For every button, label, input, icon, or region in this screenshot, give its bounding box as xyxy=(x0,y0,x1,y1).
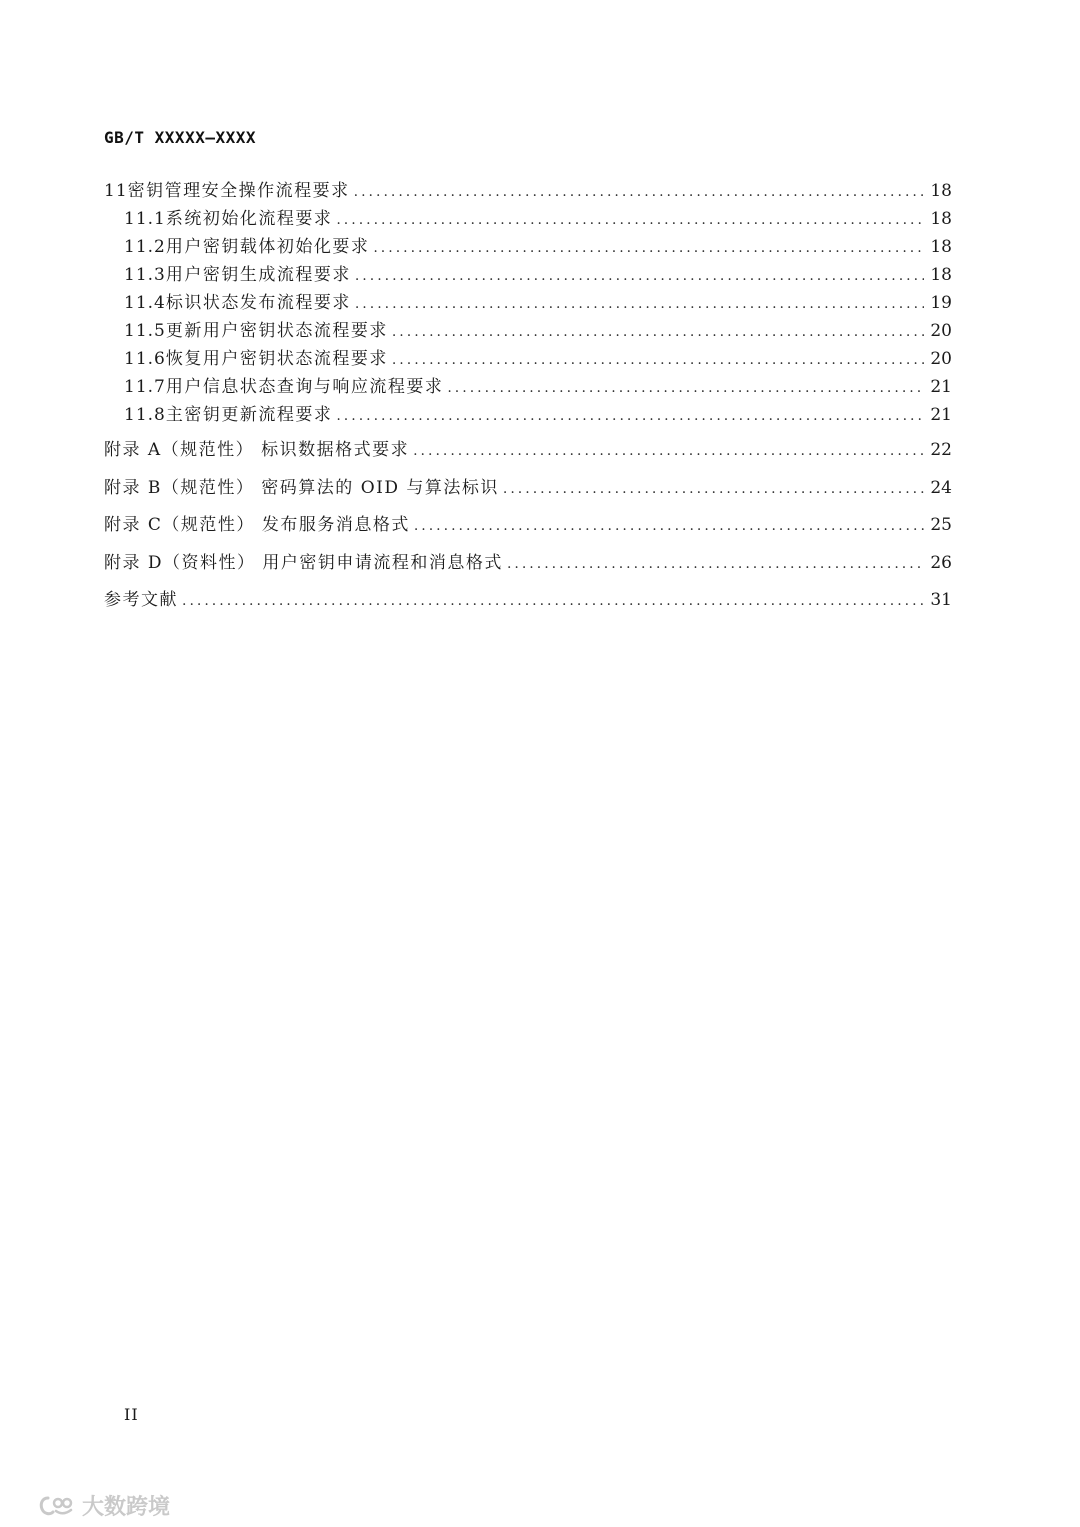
toc-entry-title: 用户信息状态查询与响应流程要求 xyxy=(165,377,444,397)
toc-entry-page: 20 xyxy=(930,321,952,341)
toc-bibliography-entry[interactable] xyxy=(104,582,952,620)
toc-entry-page: 24 xyxy=(930,477,952,498)
toc-entry-page: 18 xyxy=(930,209,952,229)
toc-entry-page: 31 xyxy=(930,590,952,610)
toc-entry-page: 25 xyxy=(930,515,952,535)
toc-entry[interactable] xyxy=(104,206,952,234)
toc-dot-leader xyxy=(413,433,924,470)
table-of-contents xyxy=(104,178,952,620)
toc-entry[interactable] xyxy=(104,178,952,206)
toc-entry-page: 19 xyxy=(930,293,952,313)
toc-entry-number: 11.8 xyxy=(124,405,166,425)
toc-entry-number: 11.3 xyxy=(124,265,166,285)
toc-entry-number: 11.4 xyxy=(124,293,166,313)
toc-appendix-entry[interactable] xyxy=(104,470,952,508)
toc-entry-title: 参考文献 xyxy=(104,590,178,610)
toc-dot-leader xyxy=(414,508,924,545)
toc-dot-leader xyxy=(447,375,924,402)
toc-entry-title: 恢复用户密钥状态流程要求 xyxy=(165,349,388,369)
toc-dot-leader xyxy=(392,347,924,374)
toc-appendix-entry[interactable] xyxy=(104,545,952,583)
toc-entry-page: 18 xyxy=(930,237,952,257)
page-number: II xyxy=(124,1405,139,1424)
watermark-text: 大数跨境 xyxy=(82,1495,171,1520)
toc-appendix-entry[interactable] xyxy=(104,432,952,470)
toc-entry-page: 26 xyxy=(930,552,952,573)
toc-appendix-entry[interactable] xyxy=(104,507,952,545)
toc-entry-title: 附录 D（资料性） 用户密钥申请流程和消息格式 xyxy=(104,552,503,573)
watermark-logo-icon xyxy=(38,1494,76,1518)
toc-dot-leader xyxy=(355,263,924,290)
toc-entry[interactable] xyxy=(104,234,952,262)
toc-entry-number: 11.7 xyxy=(124,377,166,397)
toc-entry-page: 22 xyxy=(930,440,952,460)
toc-entry[interactable] xyxy=(104,318,952,346)
toc-entry-title: 系统初始化流程要求 xyxy=(165,209,333,229)
toc-entry-title: 标识状态发布流程要求 xyxy=(165,293,351,313)
toc-entry[interactable] xyxy=(104,374,952,402)
toc-entry-page: 18 xyxy=(930,181,952,201)
toc-entry-title: 用户密钥生成流程要求 xyxy=(165,265,351,285)
toc-entry-title: 附录 B（规范性） 密码算法的 OID 与算法标识 xyxy=(104,477,499,498)
toc-dot-leader xyxy=(336,403,924,430)
toc-entry-title: 密钥管理安全操作流程要求 xyxy=(127,181,350,201)
toc-entry[interactable] xyxy=(104,262,952,290)
toc-entry-number: 11 xyxy=(104,181,128,201)
toc-entry-page: 21 xyxy=(930,405,952,425)
toc-entry-number: 11.1 xyxy=(124,209,166,229)
toc-dot-leader xyxy=(355,291,924,318)
toc-entry-title: 用户密钥载体初始化要求 xyxy=(165,237,370,257)
watermark xyxy=(38,1490,170,1521)
toc-entry-title: 附录 C（规范性） 发布服务消息格式 xyxy=(104,515,410,535)
toc-entry[interactable] xyxy=(104,290,952,318)
toc-entry-title: 主密钥更新流程要求 xyxy=(165,405,333,425)
toc-entry-page: 21 xyxy=(930,377,952,397)
toc-entry[interactable] xyxy=(104,402,952,430)
toc-entry[interactable] xyxy=(104,346,952,374)
toc-dot-leader xyxy=(336,207,924,234)
toc-entry-number: 11.6 xyxy=(124,349,166,369)
standard-code: GB/T XXXXX—XXXX xyxy=(104,128,256,147)
toc-entry-number: 11.5 xyxy=(124,321,166,341)
toc-entry-title: 更新用户密钥状态流程要求 xyxy=(165,321,388,341)
toc-dot-leader xyxy=(392,319,924,346)
toc-entry-number: 11.2 xyxy=(124,237,166,257)
toc-entry-page: 18 xyxy=(930,265,952,285)
toc-dot-leader xyxy=(373,235,924,262)
toc-dot-leader xyxy=(507,546,924,583)
toc-dot-leader xyxy=(182,583,924,620)
toc-dot-leader xyxy=(354,179,924,206)
toc-entry-title: 附录 A（规范性） 标识数据格式要求 xyxy=(104,440,410,460)
toc-dot-leader xyxy=(503,471,924,508)
toc-entry-page: 20 xyxy=(930,349,952,369)
